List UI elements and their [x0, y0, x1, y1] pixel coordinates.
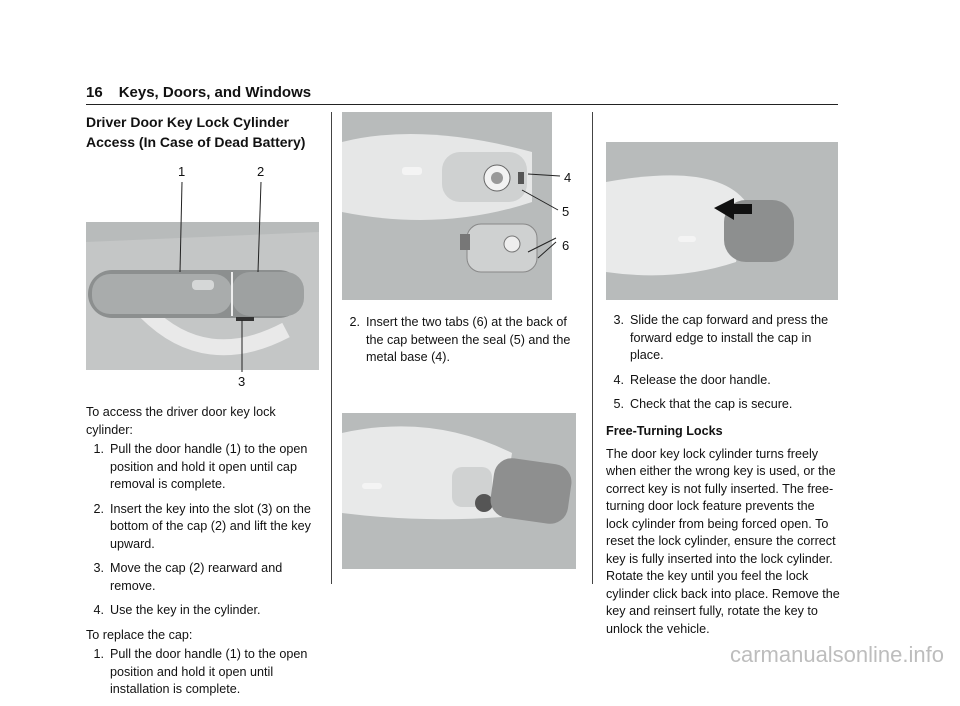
free-turning-body: The door key lock cylinder turns freely when either the wrong key is used, or the correct key is not fully inserted. The free-turning door lock feature prevents the lock cylinder from being forced open. To reset the lock cylinder, ensure the correct key is fully inserted into the lock cylinder. Rotate the key until you feel the lock cylinder click back into place. Remove the key and reinsert fully, rotate the key to unlock the vehicle. [606, 446, 840, 636]
callout-4: 4 [564, 170, 572, 185]
step-item: 5. Check that the cap is secure. [613, 397, 793, 411]
step-item: 2. Insert the key into the slot (3) on the bottom of the cap (2) and lift the key upward. [93, 501, 311, 551]
chapter-title: Keys, Doors, and Windows [118, 84, 312, 101]
figure-cap-slide [606, 142, 838, 300]
access-steps [86, 441, 320, 620]
right-column [606, 112, 840, 638]
watermark: carmanualsonline.info [729, 642, 944, 667]
callout-2: 2 [257, 164, 265, 179]
callout-1: 1 [178, 164, 186, 179]
step-item: 3. Move the cap (2) rearward and remove. [93, 561, 283, 593]
figure-cap-removed [342, 112, 572, 300]
header-divider [86, 104, 838, 105]
page-number: 16 [86, 84, 103, 101]
step-item: 4. Use the key in the cylinder. [93, 603, 261, 617]
replace-steps [86, 646, 320, 699]
middle-steps [342, 314, 578, 367]
subheading-free-turning-locks: Free-Turning Locks [606, 423, 723, 438]
step-item: 2. Insert the two tabs (6) at the back of the cap between the seal (5) and the metal base (4). [349, 315, 571, 364]
page-header [86, 84, 311, 101]
step-item: 1. Pull the door handle (1) to the open position and hold it open until cap removal is complete. [93, 442, 308, 491]
figure-cap-insert [342, 413, 576, 569]
column-divider-1 [331, 112, 332, 584]
step-item: 3. Slide the cap forward and press the forward edge to install the cap in place. [613, 313, 829, 362]
replace-intro: To replace the cap: [86, 627, 193, 642]
intro-text: To access the driver door key lock cylinder: [86, 405, 276, 437]
callout-3: 3 [238, 374, 246, 389]
callout-5: 5 [562, 204, 570, 219]
callout-6: 6 [562, 238, 570, 253]
step-item: 1. Pull the door handle (1) to the open position and hold it open until installation is complete. [93, 647, 308, 696]
step-item: 4. Release the door handle. [613, 372, 771, 387]
figure-handle-closed [86, 160, 320, 389]
section-title: Driver Door Key Lock Cylinder Access (In Case of Dead Battery) [86, 114, 306, 150]
right-steps [606, 312, 840, 414]
column-divider-2 [592, 112, 593, 584]
middle-column [342, 112, 578, 569]
left-column [86, 112, 320, 706]
